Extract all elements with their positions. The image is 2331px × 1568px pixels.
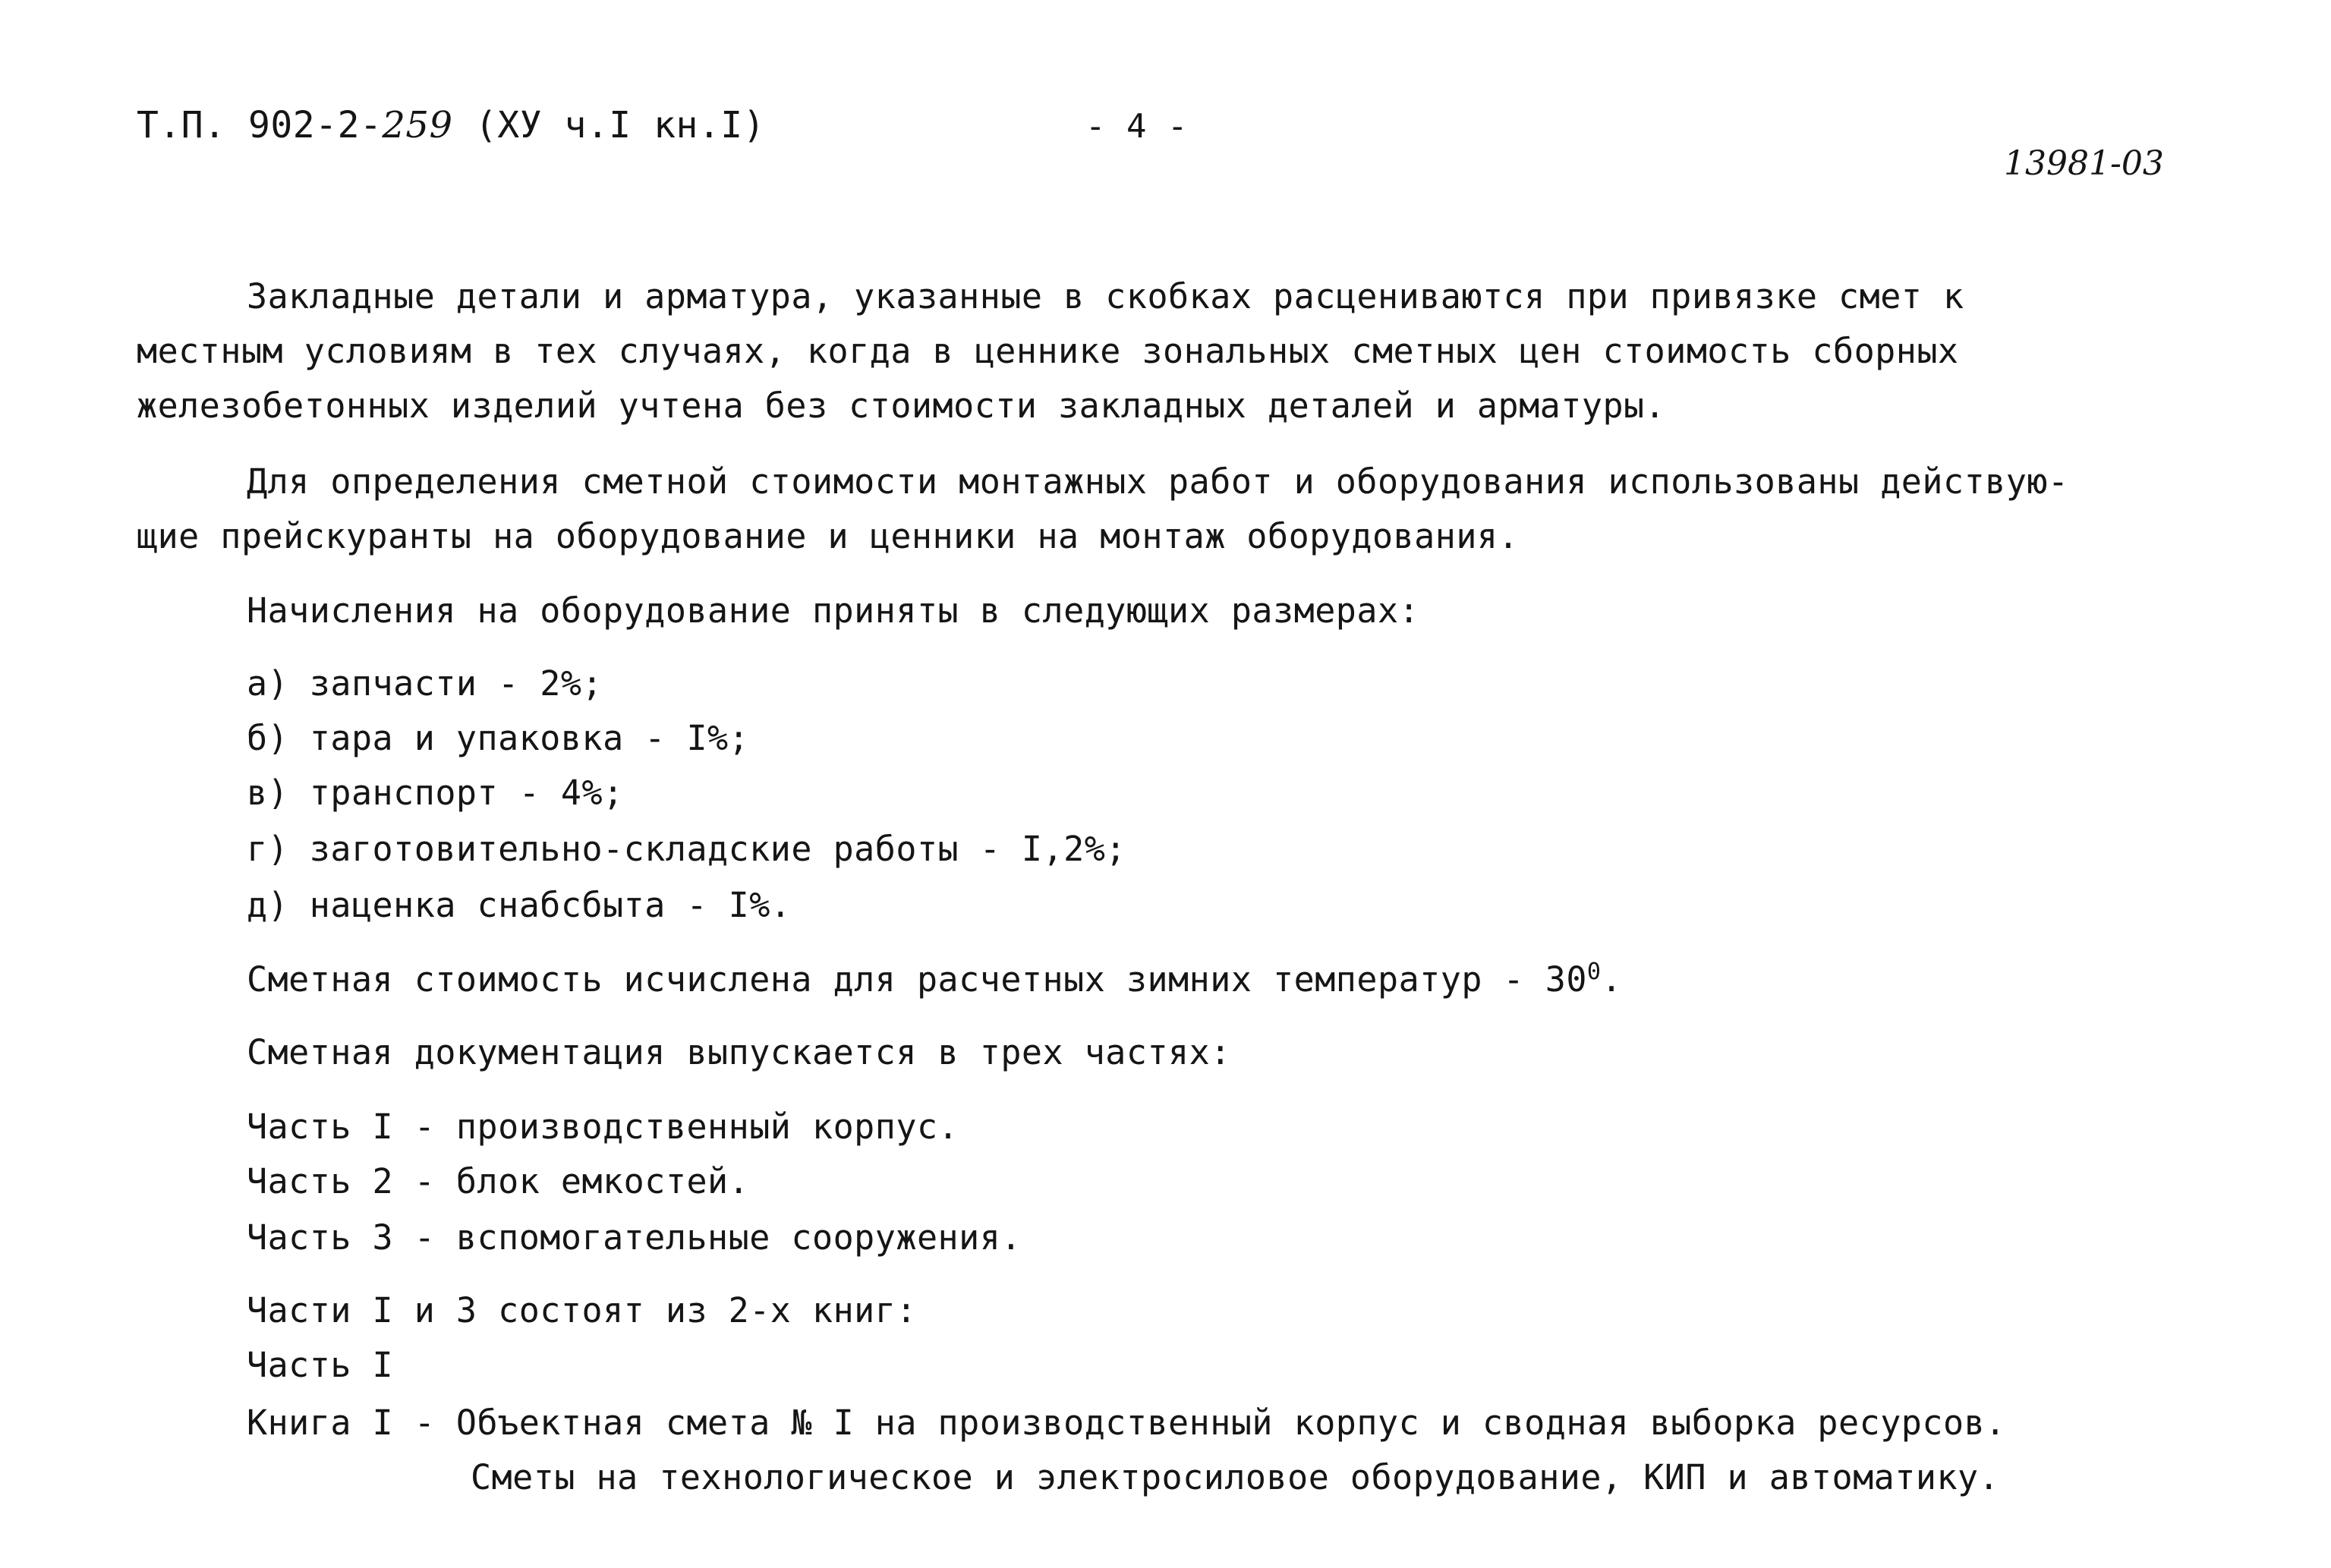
list-item: б) тара и упаковка - I%; [247,718,750,758]
paragraph-7: Часть I [247,1345,394,1385]
paragraph-4 [247,959,1622,1000]
project-designation [137,105,765,146]
part-item: Часть I - производственный корпус. [247,1107,959,1147]
list-item: г) заготовительно-складские работы - I,2%; [247,829,1126,869]
designation-prefix: Т.П. 902-2- [137,104,383,146]
paragraph-1-line-1: Закладные детали и арматура, указанные в скобках расцениваются при привязке смет к [247,276,1964,316]
part-item: Часть 2 - блок емкостей. [247,1161,750,1201]
paragraph-6: Части I и 3 состоят из 2-х книг: [247,1290,917,1330]
part-item: Часть 3 - вспомогательные сооружения. [247,1217,1022,1258]
degree-superscript: 0 [1586,959,1602,985]
paragraph-2-line-2: щие прейскуранты на оборудование и ценники на монтаж оборудования. [137,516,1520,556]
page-number: - 4 - [1085,107,1188,146]
book-line-1: Книга I - Объектная смета № I на производственный корпус и сводная выборка ресурсов. [247,1403,2006,1443]
paragraph-3: Начисления на оборудование приняты в следующих размерах: [247,590,1420,631]
designation-suffix: (ХУ ч.I кн.I) [452,104,766,146]
list-item: в) транспорт - 4%; [247,773,624,813]
designation-handwritten-number: 259 [382,104,453,146]
paragraph-1-line-2: местным условиям в тех случаях, когда в ценнике зональных сметных цен стоимость сборных [137,331,1959,371]
list-item: а) запчасти - 2%; [247,663,603,704]
paragraph-4-end: . [1601,959,1623,1000]
paragraph-4-text: Сметная стоимость исчислена для расчетных зимних температур - 30 [247,959,1587,1000]
paragraph-2-line-1: Для определения сметной стоимости монтажных работ и оборудования использованы действую- [247,461,2069,502]
paragraph-5: Сметная документация выпускается в трех частях: [247,1032,1231,1072]
book-line-2: Сметы на технологическое и электросиловое оборудование, КИП и автоматику. [471,1457,2000,1497]
paragraph-1-line-3: железобетонных изделий учтена без стоимости закладных деталей и арматуры. [137,386,1666,426]
document-code: 13981-03 [2004,144,2164,183]
list-item: д) наценка снабсбыта - I%. [247,885,792,925]
